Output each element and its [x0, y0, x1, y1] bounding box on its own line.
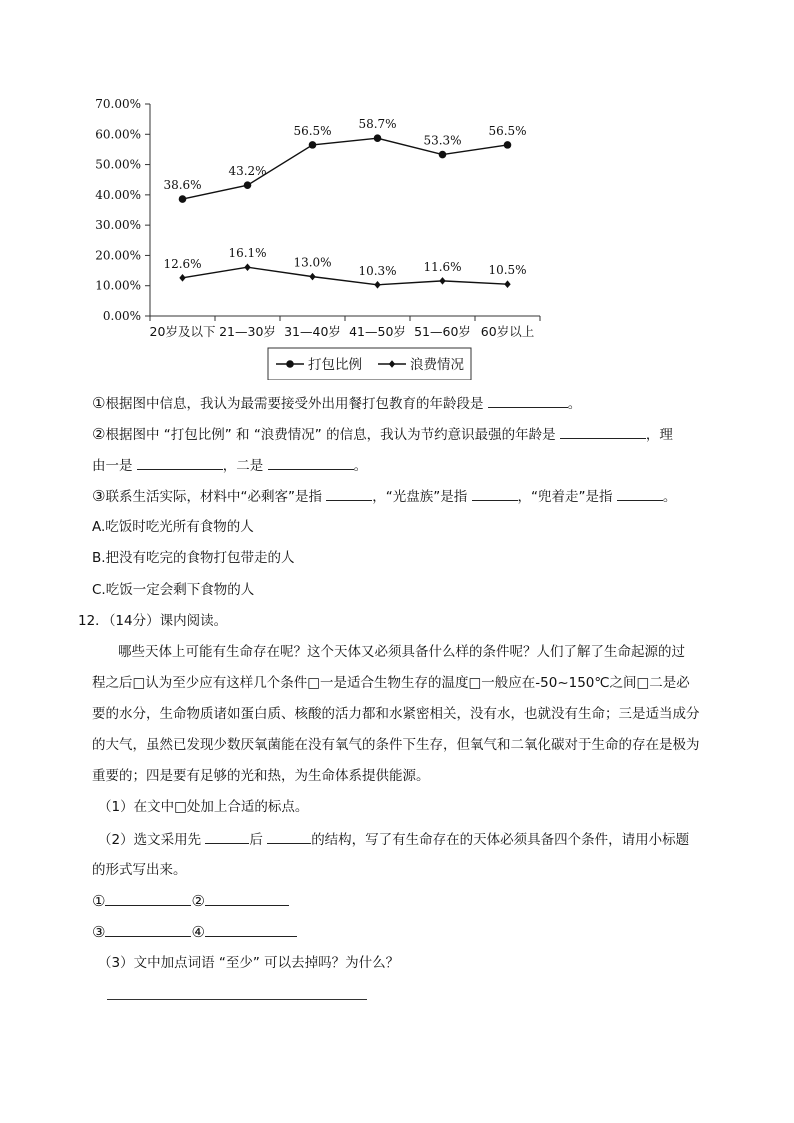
circled-3: ③	[92, 487, 106, 505]
data-label: 16.1%	[228, 246, 267, 261]
y-tick-label: 50.00%	[95, 157, 141, 172]
data-point	[439, 151, 447, 159]
answer-blank[interactable]	[105, 891, 191, 906]
data-point	[179, 195, 187, 203]
question-12-heading: 12．（14分）课内阅读。	[78, 613, 228, 629]
data-label: 11.6%	[423, 259, 462, 274]
y-tick-label: 0.00%	[102, 309, 141, 323]
answer-blank[interactable]	[137, 455, 223, 470]
question-2-line1: ②根据图中 “打包比例” 和 “浪费情况” 的信息，我认为节约意识最强的年龄是 ，理	[92, 425, 673, 443]
chart-legend	[268, 348, 471, 380]
data-point	[309, 141, 317, 149]
subquestion-1: （1）在文中□处加上合适的标点。	[98, 799, 309, 815]
answer-blank[interactable]	[326, 486, 372, 501]
data-label: 53.3%	[423, 133, 462, 148]
x-tick-label: 51—60岁	[414, 324, 471, 339]
legend-label: 浪费情况	[410, 357, 464, 373]
passage-line: 的大气，虽然已发现少数厌氧菌能在没有氧气的条件下生存，但氧气和二氧化碳对于生命的存在是极为	[92, 737, 700, 753]
data-point	[504, 141, 512, 149]
answer-blank[interactable]	[560, 424, 646, 439]
data-point	[504, 280, 510, 288]
answer-blank[interactable]	[268, 455, 354, 470]
passage-line: 要的水分，生命物质诸如蛋白质、核酸的活力都和水紧密相关，没有水，也就没有生命；三是适当成分	[92, 706, 700, 722]
data-point	[244, 181, 252, 189]
subtitle-answers-1: ① ②	[92, 891, 289, 912]
option-a: A.吃饭时吃光所有食物的人	[92, 519, 254, 535]
data-point	[374, 281, 380, 289]
answer-blank[interactable]	[105, 922, 191, 937]
x-tick-label: 41—50岁	[349, 324, 406, 339]
answer-blank[interactable]	[205, 922, 297, 937]
data-label: 12.6%	[163, 256, 202, 271]
line-chart	[80, 90, 560, 380]
data-label: 10.3%	[358, 263, 397, 278]
x-tick-label: 60岁以上	[480, 324, 535, 339]
passage-line: 哪些天体上可能有生命存在呢？这个天体又必须具备什么样的条件呢？人们了解了生命起源的过	[118, 644, 685, 660]
question-3: ③联系生活实际，材料中“必剩客”是指 ，“光盘族”是指 ，“兜着走”是指 。	[92, 487, 677, 505]
data-label: 38.6%	[163, 178, 202, 193]
legend-label: 打包比例	[308, 357, 362, 373]
answer-line[interactable]	[107, 999, 367, 1000]
answer-blank[interactable]	[267, 829, 311, 844]
y-tick-label: 40.00%	[95, 187, 141, 202]
option-b: B.把没有吃完的食物打包带走的人	[92, 550, 295, 566]
data-point	[244, 263, 250, 271]
x-tick-label: 31—40岁	[284, 324, 341, 339]
data-label: 56.5%	[488, 123, 527, 138]
data-label: 56.5%	[293, 123, 332, 138]
subquestion-3: （3）文中加点词语 “至少” 可以去掉吗？为什么？	[98, 955, 400, 971]
subquestion-2-line2: 的形式写出来。	[92, 862, 187, 878]
circled-1: ①	[92, 394, 106, 412]
answer-blank[interactable]	[488, 393, 568, 408]
answer-blank[interactable]	[205, 891, 289, 906]
question-2-line2: 由一是 ，二是 。	[92, 455, 367, 476]
x-tick-label: 21—30岁	[219, 324, 276, 339]
y-tick-label: 10.00%	[95, 278, 141, 293]
x-tick-label: 20岁及以下	[149, 324, 216, 339]
data-point	[374, 134, 382, 142]
subtitle-answers-2: ③ ④	[92, 922, 297, 943]
subquestion-2-line1: （2）选文采用先 后 的结构，写了有生命存在的天体必须具备四个条件，请用小标题	[98, 829, 689, 850]
y-tick-label: 70.00%	[95, 97, 141, 111]
data-point	[179, 274, 185, 282]
question-number: 12．	[78, 613, 109, 629]
data-label: 43.2%	[228, 164, 267, 179]
y-tick-label: 20.00%	[95, 248, 141, 263]
passage-line: 程之后□认为至少应有这样几个条件□一是适合生物生存的温度□一般应在-50~150℃之间□二是必	[92, 675, 690, 691]
data-point	[309, 273, 315, 281]
answer-blank[interactable]	[617, 486, 663, 501]
legend-marker	[286, 360, 294, 368]
question-1: ①根据图中信息，我认为最需要接受外出用餐打包教育的年龄段是 。	[92, 394, 582, 412]
data-label: 13.0%	[293, 255, 332, 270]
passage-line: 重要的；四是要有足够的光和热，为生命体系提供能源。	[92, 768, 430, 784]
data-label: 58.7%	[358, 117, 397, 132]
data-label: 10.5%	[488, 263, 527, 278]
circled-2: ②	[92, 425, 106, 443]
y-tick-label: 60.00%	[95, 127, 141, 142]
y-tick-label: 30.00%	[95, 218, 141, 233]
option-c: C.吃饭一定会剩下食物的人	[92, 582, 255, 598]
answer-blank[interactable]	[205, 829, 249, 844]
answer-blank[interactable]	[472, 486, 518, 501]
data-point	[439, 277, 445, 285]
